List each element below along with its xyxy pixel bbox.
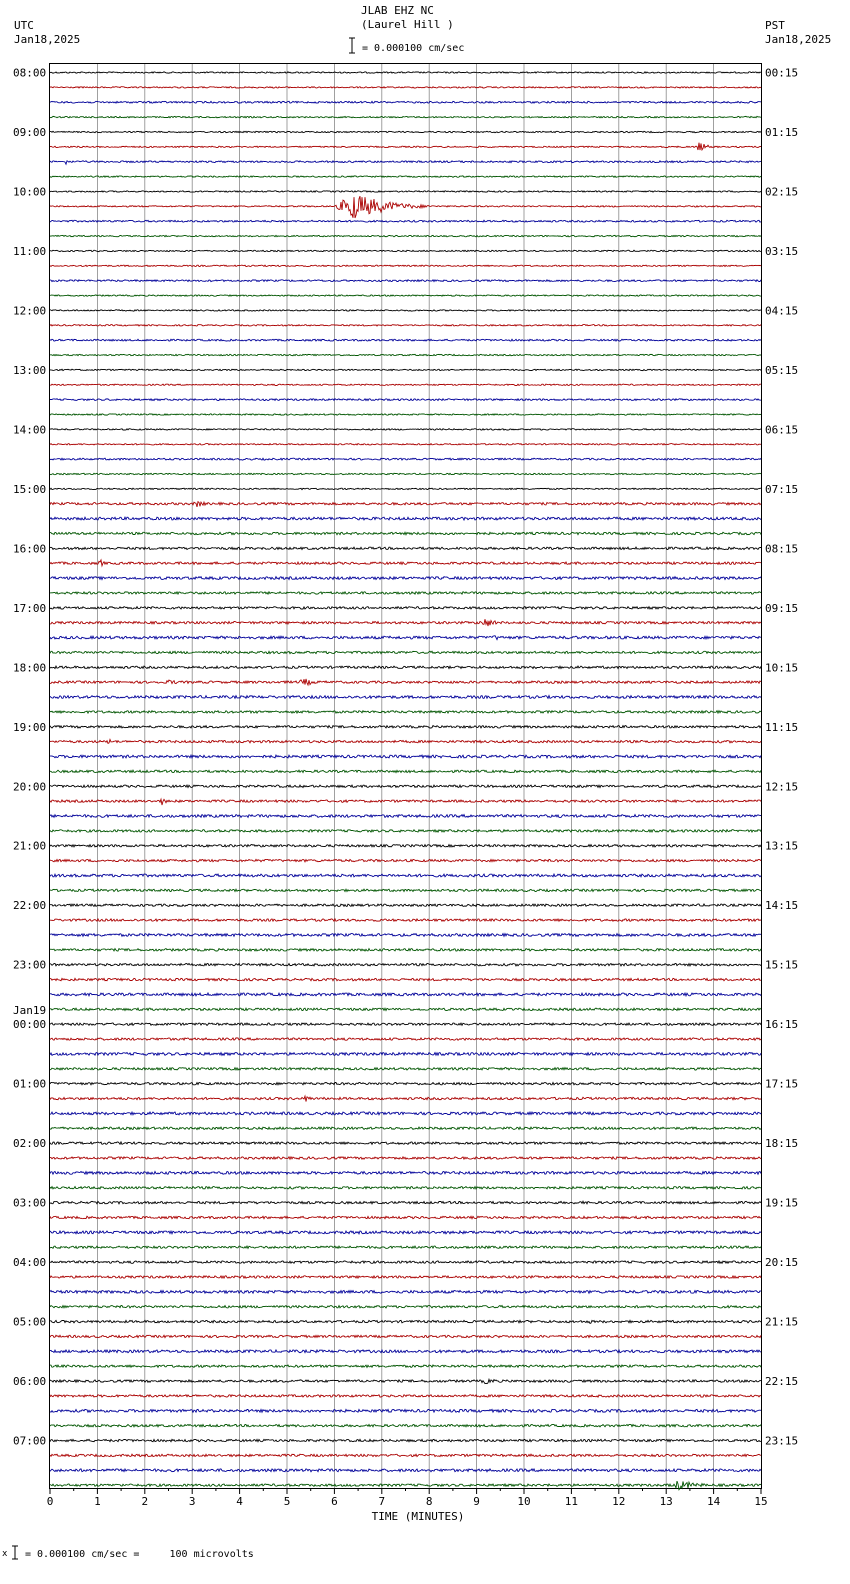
trace-line <box>50 116 761 117</box>
scale-bar-icon <box>349 38 355 53</box>
trace-line <box>50 1246 761 1248</box>
utc-hour-label: 23:00 <box>13 958 47 972</box>
trace-line <box>50 592 761 594</box>
x-tick-label: 1 <box>94 1495 101 1508</box>
pst-hour-label: 03:15 <box>765 244 799 258</box>
pst-hour-label: 02:15 <box>765 185 799 199</box>
trace-line <box>50 325 761 326</box>
trace-line <box>50 1172 761 1175</box>
trace-line <box>50 1187 761 1189</box>
utc-hour-label: 07:00 <box>13 1434 47 1448</box>
x-tick-label: 7 <box>378 1495 386 1508</box>
x-tick-label: 2 <box>141 1495 149 1508</box>
trace-line <box>50 1053 761 1056</box>
trace-line <box>50 1068 761 1070</box>
trace-line <box>50 414 761 415</box>
x-tick-label: 9 <box>473 1495 480 1508</box>
trace-line <box>50 1127 761 1129</box>
trace-line <box>50 1038 761 1040</box>
pst-hour-label: 21:15 <box>765 1315 799 1329</box>
trace-line <box>50 904 761 906</box>
trace-line <box>50 235 761 236</box>
scale-label: = 0.000100 cm/sec <box>362 43 465 54</box>
utc-labels <box>13 67 46 1448</box>
trace-line <box>50 310 761 311</box>
trace-line <box>50 978 761 980</box>
x-tick-label: 13 <box>659 1495 673 1508</box>
trace-line <box>50 220 761 222</box>
trace-group <box>50 72 761 1490</box>
trace-line <box>50 354 761 355</box>
x-tick-label: 3 <box>188 1495 196 1508</box>
utc-hour-label: 04:00 <box>13 1256 47 1270</box>
trace-line <box>50 101 761 103</box>
pst-hour-label: 19:15 <box>765 1196 799 1210</box>
trace-line <box>50 1112 761 1115</box>
trace-line <box>50 280 761 282</box>
utc-hour-label: 00:00 <box>13 1018 47 1032</box>
pst-hour-label: 08:15 <box>765 542 799 556</box>
trace-line <box>50 429 761 430</box>
x-tick-label: 5 <box>283 1495 291 1508</box>
trace-line <box>50 547 761 549</box>
utc-hour-label: 05:00 <box>13 1315 47 1329</box>
trace-line <box>50 619 761 626</box>
trace-line <box>50 1008 761 1010</box>
trace-line <box>50 1261 761 1263</box>
trace-line <box>50 964 761 966</box>
trace-line <box>50 191 761 192</box>
trace-line <box>50 1320 761 1323</box>
pst-hour-label: 01:15 <box>765 125 799 139</box>
trace-line <box>50 919 761 921</box>
trace-line <box>50 651 761 653</box>
utc-hour-label: 13:00 <box>13 363 47 377</box>
trace-line <box>50 1290 761 1293</box>
trace-line <box>50 502 761 507</box>
x-tick-label: 14 <box>706 1495 721 1508</box>
utc-hour-label: 03:00 <box>13 1196 47 1210</box>
right-date: Jan18,2025 <box>765 33 832 46</box>
trace-line <box>50 517 761 520</box>
trace-line <box>50 1439 761 1441</box>
utc-hour-label: 19:00 <box>13 720 47 734</box>
trace-line <box>50 1365 761 1367</box>
trace-line <box>50 711 761 713</box>
trace-line <box>50 399 761 401</box>
trace-line <box>50 196 761 218</box>
trace-line <box>50 830 761 832</box>
x-axis <box>47 1488 768 1508</box>
trace-line <box>50 785 761 787</box>
pst-hour-label: 07:15 <box>765 482 799 496</box>
trace-line <box>50 176 761 177</box>
utc-hour-label: 17:00 <box>13 601 47 615</box>
trace-line <box>50 72 761 73</box>
trace-line <box>50 726 761 728</box>
utc-hour-label: 02:00 <box>13 1137 47 1151</box>
trace-line <box>50 1231 761 1234</box>
station-title: JLAB EHZ NC <box>361 4 434 17</box>
pst-hour-label: 14:15 <box>765 899 799 913</box>
trace-line <box>50 1379 761 1383</box>
trace-line <box>50 532 761 534</box>
pst-hour-label: 04:15 <box>765 304 799 318</box>
utc-hour-label: 01:00 <box>13 1077 47 1091</box>
x-tick-label: 6 <box>331 1495 338 1508</box>
trace-line <box>50 845 761 847</box>
trace-line <box>50 1023 761 1025</box>
trace-line <box>50 679 761 685</box>
trace-line <box>50 560 761 566</box>
trace-line <box>50 889 761 891</box>
trace-line <box>50 369 761 370</box>
trace-line <box>50 636 761 640</box>
trace-line <box>50 339 761 341</box>
pst-hour-label: 18:15 <box>765 1137 799 1151</box>
trace-line <box>50 1409 761 1412</box>
plot-frame <box>50 64 762 1489</box>
trace-line <box>50 1306 761 1308</box>
utc-hour-label: 08:00 <box>13 66 47 80</box>
trace-line <box>50 666 761 668</box>
trace-line <box>50 874 761 877</box>
trace-line <box>50 1454 761 1456</box>
utc-hour-label: 12:00 <box>13 304 47 318</box>
utc-hour-label: 15:00 <box>13 482 47 496</box>
pst-hour-label: 06:15 <box>765 423 799 437</box>
pst-hour-label: 17:15 <box>765 1077 799 1091</box>
trace-line <box>50 143 761 150</box>
pst-hour-label: 09:15 <box>765 601 799 615</box>
utc-hour-label: 16:00 <box>13 542 47 556</box>
pst-hour-label: 16:15 <box>765 1018 799 1032</box>
x-tick-label: 8 <box>425 1495 433 1508</box>
pst-labels <box>765 67 798 1448</box>
utc-hour-label: 10:00 <box>13 185 47 199</box>
pst-hour-label: 23:15 <box>765 1434 799 1448</box>
utc-hour-label: 18:00 <box>13 661 47 675</box>
footer-scale-bar-icon <box>12 1546 18 1559</box>
trace-line <box>50 1350 761 1353</box>
trace-line <box>50 444 761 445</box>
utc-hour-label: 14:00 <box>13 423 47 437</box>
trace-line <box>50 1201 761 1204</box>
x-tick-label: 12 <box>612 1495 626 1508</box>
pst-hour-label: 12:15 <box>765 780 799 794</box>
utc-hour-label: 11:00 <box>13 244 47 258</box>
trace-line <box>50 161 761 164</box>
trace-line <box>50 458 761 460</box>
trace-line <box>50 740 761 744</box>
pst-hour-label: 22:15 <box>765 1375 799 1389</box>
trace-line <box>50 577 761 580</box>
left-date: Jan18,2025 <box>14 33 81 46</box>
trace-line <box>50 295 761 296</box>
pst-hour-label: 15:15 <box>765 958 799 972</box>
x-tick-label: 11 <box>564 1495 579 1508</box>
trace-line <box>50 1096 761 1101</box>
trace-line <box>50 815 761 818</box>
x-tick-label: 4 <box>236 1495 243 1508</box>
pst-hour-label: 11:15 <box>765 720 799 734</box>
pst-hour-label: 10:15 <box>765 661 799 675</box>
trace-line <box>50 488 761 489</box>
trace-line <box>50 1142 761 1144</box>
pst-hour-label: 05:15 <box>765 363 799 377</box>
trace-line <box>50 384 761 385</box>
trace-line <box>50 1276 761 1278</box>
trace-line <box>50 1083 761 1085</box>
trace-line <box>50 1425 761 1427</box>
footer-scale-note: = 0.000100 cm/sec = 100 microvolts <box>25 1549 254 1560</box>
trace-line <box>50 799 761 805</box>
left-timezone: UTC <box>14 19 34 32</box>
x-tick-label: 15 <box>754 1495 768 1508</box>
trace-line <box>50 473 761 474</box>
trace-line <box>50 1335 761 1337</box>
trace-line <box>50 131 761 132</box>
trace-line <box>50 265 761 266</box>
utc-hour-label: 21:00 <box>13 839 47 853</box>
trace-line <box>50 949 761 951</box>
x-tick-label: 10 <box>517 1495 531 1508</box>
trace-line <box>50 859 761 861</box>
utc-hour-label: 22:00 <box>13 899 47 913</box>
pst-hour-label: 20:15 <box>765 1256 799 1270</box>
grid-lines <box>97 64 713 1488</box>
trace-line <box>50 1216 761 1218</box>
station-location: (Laurel Hill ) <box>361 18 454 31</box>
trace-line <box>50 755 761 758</box>
trace-line <box>50 1157 761 1159</box>
utc-hour-label: 20:00 <box>13 780 47 794</box>
x-axis-title: TIME (MINUTES) <box>371 1510 465 1523</box>
pst-hour-label: 00:15 <box>765 66 799 80</box>
trace-line <box>50 1469 761 1472</box>
trace-line <box>50 87 761 88</box>
trace-line <box>50 770 761 772</box>
date-label: Jan19 <box>13 1004 47 1018</box>
right-timezone: PST <box>765 19 785 32</box>
footer-prefix: x <box>2 1549 8 1559</box>
trace-line <box>50 934 761 937</box>
trace-line <box>50 993 761 996</box>
trace-line <box>50 1395 761 1397</box>
trace-line <box>50 696 761 699</box>
x-tick-label: 0 <box>46 1495 54 1508</box>
utc-hour-label: 09:00 <box>13 125 47 139</box>
trace-line <box>50 607 761 609</box>
utc-hour-label: 06:00 <box>13 1375 47 1389</box>
trace-line <box>50 250 761 251</box>
pst-hour-label: 13:15 <box>765 839 799 853</box>
